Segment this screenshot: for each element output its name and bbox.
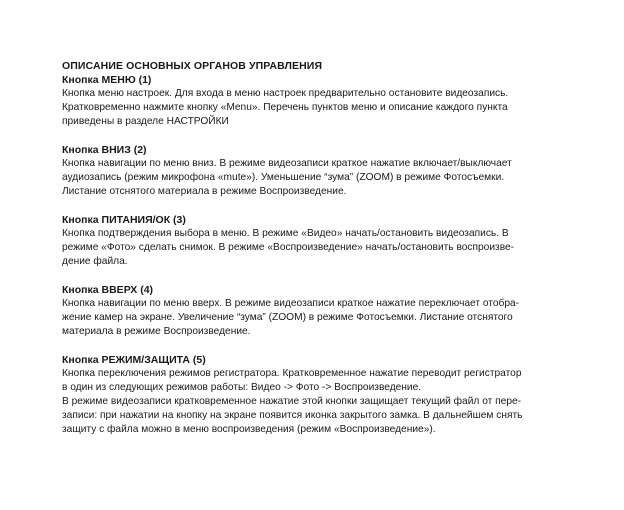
body-line: защиту с файла можно в меню воспроизведения (режим «Воспроизведение»). (62, 424, 436, 435)
section-heading: Кнопка МЕНЮ (1) (62, 74, 152, 86)
section-power-ok-button (62, 213, 562, 269)
section-heading: Кнопка РЕЖИМ/ЗАЩИТА (5) (62, 354, 206, 366)
body-line: дение файла. (62, 256, 128, 267)
body-line: В режиме видеозаписи кратковременное нажатие этой кнопки защищает текущий файл от пере- (62, 396, 522, 407)
body-line: режиме «Фото» сделать снимок. В режиме «Воспроизведение» начать/остановить воспроизве- (62, 242, 515, 253)
document-page (62, 60, 562, 451)
section-heading: Кнопка ВВЕРХ (4) (62, 284, 154, 296)
section-body (62, 367, 562, 437)
body-line: Кнопка меню настроек. Для входа в меню настроек предварительно остановите видеозапись. (62, 88, 509, 99)
body-line: Кнопка навигации по меню вверх. В режиме видеозаписи краткое нажатие переключает отобра- (62, 298, 520, 309)
document-title: ОПИСАНИЕ ОСНОВНЫХ ОРГАНОВ УПРАВЛЕНИЯ (62, 60, 323, 72)
section-heading: Кнопка ВНИЗ (2) (62, 144, 147, 156)
body-line: Кнопка навигации по меню вниз. В режиме видеозаписи краткое нажатие включает/выключает (62, 158, 512, 169)
body-line: аудиозапись (режим микрофона «mute»). Уменьшение “зума” (ZOOM) в режиме Фотосъемки. (62, 172, 505, 183)
body-line: записи: при нажатии на кнопку на экране появится иконка закрытого замка. В дальнейшем снять (62, 410, 523, 421)
section-mode-protect-button (62, 353, 562, 437)
section-body (62, 157, 562, 199)
section-heading: Кнопка ПИТАНИЯ/ОК (3) (62, 214, 186, 226)
section-menu-button (62, 73, 562, 129)
section-body (62, 227, 562, 269)
section-body (62, 297, 562, 339)
body-line: Кнопка подтверждения выбора в меню. В режиме «Видео» начать/остановить видеозапись. В (62, 228, 509, 239)
body-line: в один из следующих режимов работы: Видео -> Фото -> Воспроизведение. (62, 382, 422, 393)
body-line: приведены в разделе НАСТРОЙКИ (62, 116, 229, 127)
body-line: материала в режиме Воспроизведение. (62, 326, 251, 337)
body-line: жение камер на экране. Увеличение “зума” (ZOOM) в режиме Фотосъемки. Листание отснятого (62, 312, 513, 323)
body-line: Кратковременно нажмите кнопку «Menu». Перечень пунктов меню и описание каждого пункта (62, 102, 508, 113)
section-body (62, 87, 562, 129)
section-up-button (62, 283, 562, 339)
body-line: Листание отснятого материала в режиме Воспроизведение. (62, 186, 347, 197)
section-down-button (62, 143, 562, 199)
body-line: Кнопка переключения режимов регистратора. Кратковременное нажатие переводит регистратор (62, 368, 522, 379)
